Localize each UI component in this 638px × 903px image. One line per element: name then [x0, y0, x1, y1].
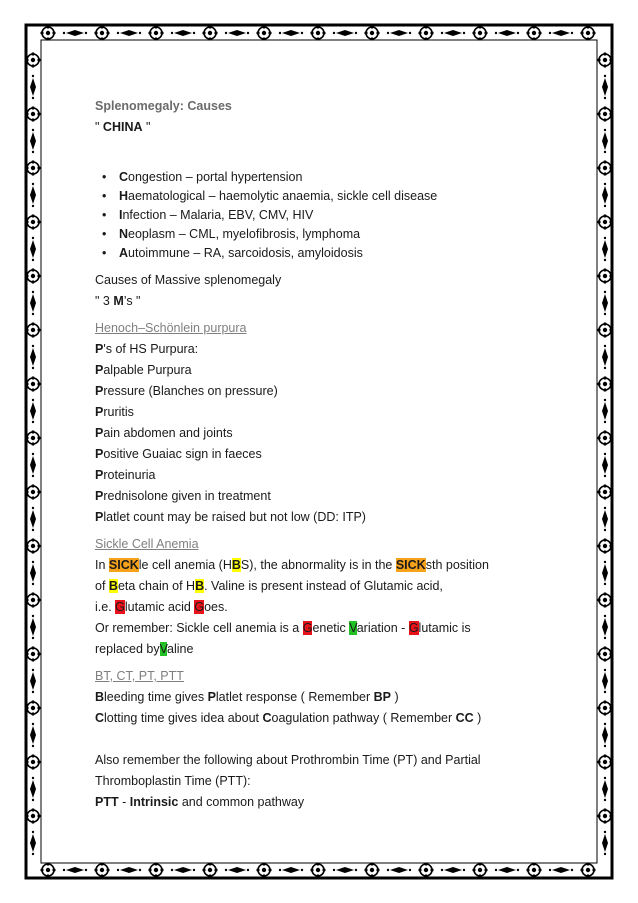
- list-item: Positive Guaiac sign in faeces: [95, 447, 262, 461]
- border-leaf-icon: [30, 129, 36, 153]
- border-flower-icon: [597, 700, 612, 715]
- list-item: • Infection – Malaria, EBV, CMV, HIV: [95, 206, 565, 225]
- border-flower-icon: [25, 538, 40, 553]
- pt-ptt-line-1: Also remember the following about Prothrombin Time (PT) and Partial: [95, 753, 481, 767]
- border-leaf-icon: [602, 129, 608, 153]
- border-leaf-icon: [602, 507, 608, 531]
- border-flower-icon: [418, 862, 433, 877]
- list-item: Pain abdomen and joints: [95, 426, 233, 440]
- border-flower-icon: [597, 268, 612, 283]
- list-item: • Autoimmune – RA, sarcoidosis, amyloidosis: [95, 244, 565, 263]
- border-flower-icon: [25, 646, 40, 661]
- border-leaf-icon: [171, 867, 195, 873]
- border-leaf-icon: [171, 30, 195, 36]
- list-item: • Congestion – portal hypertension: [95, 168, 565, 187]
- border-flower-icon: [148, 25, 163, 40]
- border-flower-icon: [202, 862, 217, 877]
- border-flower-icon: [597, 430, 612, 445]
- document-content: [95, 96, 565, 813]
- highlight-goes: G: [194, 600, 205, 614]
- list-item: Proteinuria: [95, 468, 156, 482]
- border-leaf-icon: [602, 291, 608, 315]
- list-item: Pressure (Blanches on pressure): [95, 384, 278, 398]
- border-leaf-icon: [30, 669, 36, 693]
- border-flower-icon: [25, 700, 40, 715]
- border-flower-icon: [256, 25, 271, 40]
- china-cause-list: [95, 168, 565, 263]
- border-leaf-icon: [225, 867, 249, 873]
- border-leaf-icon: [30, 237, 36, 261]
- border-leaf-icon: [30, 831, 36, 855]
- border-leaf-icon: [30, 399, 36, 423]
- border-flower-icon: [597, 484, 612, 499]
- list-item: Palpable Purpura: [95, 363, 192, 377]
- border-flower-icon: [310, 862, 325, 877]
- border-leaf-icon: [63, 867, 87, 873]
- border-flower-icon: [25, 376, 40, 391]
- border-flower-icon: [256, 862, 271, 877]
- border-leaf-icon: [117, 30, 141, 36]
- border-leaf-icon: [602, 237, 608, 261]
- border-leaf-icon: [387, 30, 411, 36]
- sickle-line-3: i.e. Glutamic acid Goes.: [95, 600, 228, 614]
- border-flower-icon: [580, 862, 595, 877]
- ptt-pathway-line: PTT - Intrinsic and common pathway: [95, 795, 305, 809]
- border-leaf-icon: [602, 453, 608, 477]
- border-flower-icon: [597, 538, 612, 553]
- sickle-line-1: In SICKle cell anemia (HBS), the abnormality is in the SICKsth position: [95, 558, 489, 572]
- border-flower-icon: [597, 754, 612, 769]
- highlight-glutamic: G: [115, 600, 125, 614]
- border-leaf-icon: [602, 399, 608, 423]
- list-item: • Neoplasm – CML, myelofibrosis, lymphoma: [95, 225, 565, 244]
- border-flower-icon: [202, 25, 217, 40]
- border-flower-icon: [364, 25, 379, 40]
- border-leaf-icon: [30, 453, 36, 477]
- border-flower-icon: [418, 25, 433, 40]
- highlight-genetic: G: [302, 621, 313, 635]
- border-flower-icon: [25, 52, 40, 67]
- border-leaf-icon: [117, 867, 141, 873]
- border-flower-icon: [25, 808, 40, 823]
- hsp-heading: Henoch–Schönlein purpura: [95, 321, 247, 335]
- china-word: CHINA: [102, 120, 143, 134]
- border-leaf-icon: [279, 30, 303, 36]
- border-flower-icon: [25, 592, 40, 607]
- highlight-b: B: [231, 558, 241, 572]
- border-leaf-icon: [602, 669, 608, 693]
- border-leaf-icon: [30, 345, 36, 369]
- highlight-sick: SICK: [108, 558, 139, 572]
- border-flower-icon: [526, 862, 541, 877]
- list-item: Prednisolone given in treatment: [95, 489, 271, 503]
- border-flower-icon: [310, 25, 325, 40]
- border-flower-icon: [25, 754, 40, 769]
- border-leaf-icon: [333, 30, 357, 36]
- border-leaf-icon: [30, 723, 36, 747]
- border-leaf-icon: [602, 345, 608, 369]
- border-flower-icon: [94, 862, 109, 877]
- border-leaf-icon: [602, 615, 608, 639]
- border-leaf-icon: [30, 507, 36, 531]
- border-flower-icon: [94, 25, 109, 40]
- border-leaf-icon: [495, 867, 519, 873]
- border-flower-icon: [580, 25, 595, 40]
- clotting-time-line: Clotting time gives idea about Coagulation pathway ( Remember CC ): [95, 711, 482, 725]
- highlight-beta: B: [108, 579, 118, 593]
- border-leaf-icon: [333, 867, 357, 873]
- border-flower-icon: [25, 430, 40, 445]
- border-flower-icon: [25, 106, 40, 121]
- border-leaf-icon: [30, 777, 36, 801]
- border-flower-icon: [364, 862, 379, 877]
- border-leaf-icon: [30, 291, 36, 315]
- border-leaf-icon: [30, 561, 36, 585]
- border-flower-icon: [597, 214, 612, 229]
- list-item: • Haematological – haemolytic anaemia, sickle cell disease: [95, 187, 565, 206]
- border-leaf-icon: [549, 867, 573, 873]
- bleeding-time-line: Bleeding time gives Platlet response ( Remember BP ): [95, 690, 399, 704]
- border-leaf-icon: [495, 30, 519, 36]
- border-leaf-icon: [279, 867, 303, 873]
- border-flower-icon: [597, 52, 612, 67]
- highlight-valine: V: [159, 642, 168, 656]
- border-leaf-icon: [30, 75, 36, 99]
- list-item: P's of HS Purpura:: [95, 342, 199, 356]
- border-flower-icon: [597, 106, 612, 121]
- border-flower-icon: [597, 322, 612, 337]
- three-ms-mnemonic: " 3 M’s ": [95, 294, 141, 308]
- sickle-line-2: of Beta chain of HB. Valine is present instead of Glutamic acid,: [95, 579, 443, 593]
- border-leaf-icon: [387, 867, 411, 873]
- border-leaf-icon: [602, 777, 608, 801]
- border-flower-icon: [597, 592, 612, 607]
- border-flower-icon: [25, 268, 40, 283]
- sickle-heading: Sickle Cell Anemia: [95, 537, 199, 551]
- highlight-glutamic: G: [408, 621, 419, 635]
- border-flower-icon: [25, 322, 40, 337]
- border-flower-icon: [526, 25, 541, 40]
- border-leaf-icon: [549, 30, 573, 36]
- highlight-hb: B: [195, 579, 205, 593]
- border-leaf-icon: [225, 30, 249, 36]
- border-leaf-icon: [441, 30, 465, 36]
- bt-ct-heading: BT, CT, PT, PTT: [95, 669, 184, 683]
- border-leaf-icon: [30, 615, 36, 639]
- border-flower-icon: [148, 862, 163, 877]
- page-title: Splenomegaly: Causes: [95, 99, 232, 113]
- list-item: Pruritis: [95, 405, 134, 419]
- massive-splenomegaly-label: Causes of Massive splenomegaly: [95, 273, 282, 287]
- border-flower-icon: [25, 160, 40, 175]
- border-flower-icon: [25, 214, 40, 229]
- border-leaf-icon: [63, 30, 87, 36]
- highlight-variation: V: [349, 621, 357, 635]
- border-leaf-icon: [441, 867, 465, 873]
- border-leaf-icon: [30, 183, 36, 207]
- list-item: Platlet count may be raised but not low (DD: ITP): [95, 510, 366, 524]
- border-flower-icon: [597, 646, 612, 661]
- border-leaf-icon: [602, 183, 608, 207]
- pt-ptt-line-2: Thromboplastin Time (PTT):: [95, 774, 251, 788]
- hsp-list: [95, 339, 565, 528]
- highlight-sick: SICK: [395, 558, 426, 572]
- border-flower-icon: [472, 862, 487, 877]
- border-flower-icon: [597, 808, 612, 823]
- border-flower-icon: [597, 376, 612, 391]
- border-leaf-icon: [602, 723, 608, 747]
- border-flower-icon: [597, 160, 612, 175]
- border-leaf-icon: [602, 831, 608, 855]
- china-mnemonic: " CHINA ": [95, 120, 151, 134]
- border-leaf-icon: [602, 561, 608, 585]
- border-flower-icon: [40, 25, 55, 40]
- border-flower-icon: [472, 25, 487, 40]
- border-flower-icon: [25, 484, 40, 499]
- sickle-line-5: replaced byValine: [95, 642, 194, 656]
- border-leaf-icon: [602, 75, 608, 99]
- sickle-line-4: Or remember: Sickle cell anemia is a Genetic Variation - Glutamic is: [95, 621, 471, 635]
- border-flower-icon: [40, 862, 55, 877]
